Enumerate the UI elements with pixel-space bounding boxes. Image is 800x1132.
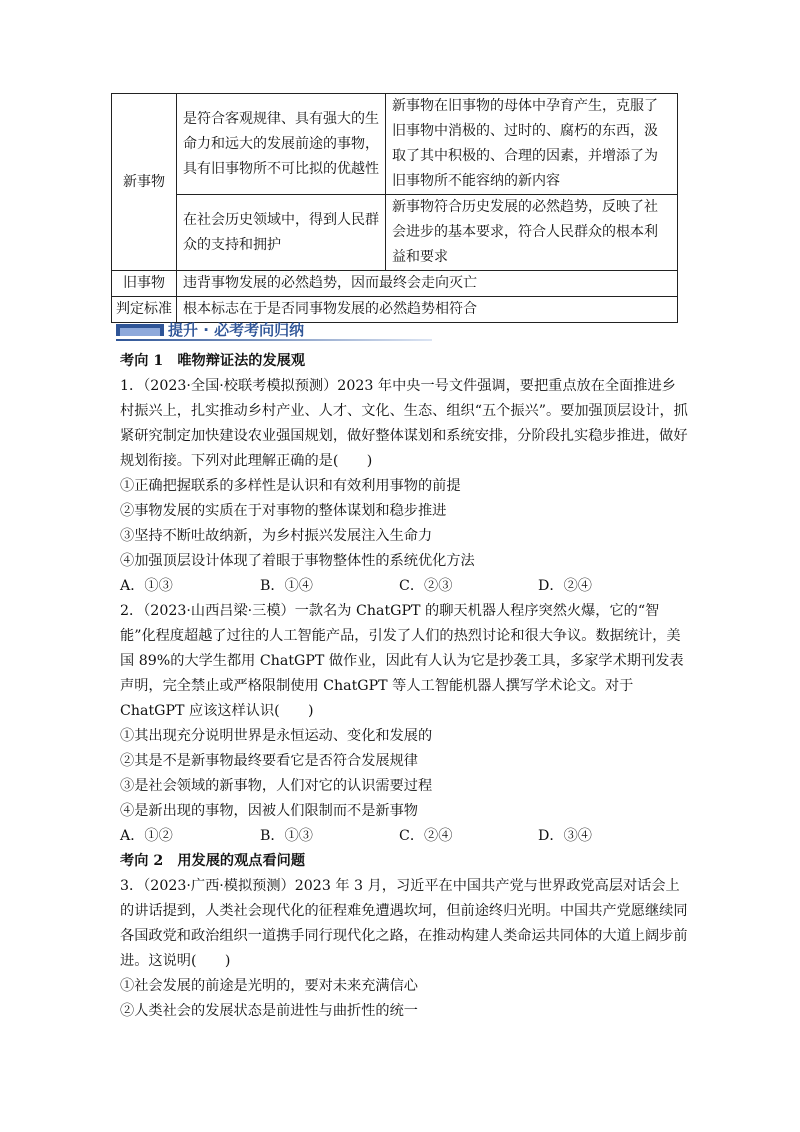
table-row: [112, 195, 678, 271]
q2-item-2: ②其是不是新事物最终要看它是否符合发展规律: [120, 753, 418, 769]
banner-rule: [116, 339, 432, 341]
question-2-stem: 2．（2023·山西吕梁·三模）一款名为 ChatGPT 的聊天机器人程序突然火爆，它的“智能”化程度超越了过往的人工智能产品，引发了人们的热烈讨论和很大争议。数据统计，美国 89%的大学生都用 ChatGPT 做作业，因此有人认为它是抄袭工具，多家学术期刊发表声明，完全禁止或严格限制使用 ChatGPT 等人工智能机器人撰写学术论文。对于 ChatGPT 应该这样认识( ): [120, 603, 684, 719]
question-1-stem: 1．（2023·全国·校联考模拟预测）2023 年中央一号文件强调，要把重点放在全面推进乡村振兴上，扎实推动乡村产业、人才、文化、生态、组织“五个振兴”。要加强顶层设计，抓紧研究制定加快建设农业强国规划，做好整体谋划和系统安排，分阶段扎实稳步推进，做好规划衔接。下列对此理解正确的是( ): [120, 378, 688, 469]
topic-1-heading: 考向 1 唯物辩证法的发展观: [120, 353, 306, 369]
new-thing-explain-2: 新事物符合历史发展的必然趋势，反映了社会进步的基本要求，符合人民群众的根本利益和要求: [386, 195, 678, 271]
new-thing-explain-1: 新事物在旧事物的母体中孕育产生，克服了旧事物中消极的、过时的、腐朽的东西，汲取了其中积极的、合理的因素，并增添了为旧事物所不能容纳的新内容: [386, 94, 678, 195]
criterion-text: 根本标志在于是否同事物发展的必然趋势相符合: [177, 297, 678, 323]
new-thing-feature-1: 是符合客观规律、具有强大的生命力和远大的发展前途的事物，具有旧事物所不可比拟的优越性: [177, 94, 386, 195]
q2-option-a[interactable]: A．①②: [120, 828, 173, 844]
new-thing-feature-2: 在社会历史领域中，得到人民群众的支持和拥护: [177, 195, 386, 271]
q1-item-2: ②事物发展的实质在于对事物的整体谋划和稳步推进: [120, 503, 447, 519]
q2-option-d[interactable]: D．③④: [538, 828, 592, 844]
old-thing-label: 旧事物: [112, 271, 177, 297]
question-3-stem: 3．（2023·广西·模拟预测）2023 年 3 月，习近平在中国共产党与世界政党高层对话会上的讲话提到，人类社会现代化的征程难免遭遇坎坷，但前途终归光明。中国共产党愿继续同各国政党和政治组织一道携手同行现代化之路，在推动构建人类命运共同体的大道上阔步前进。这说明( ): [120, 878, 688, 969]
q1-option-b[interactable]: B．①④: [260, 578, 313, 594]
q2-item-1: ①其出现充分说明世界是永恒运动、变化和发展的: [120, 728, 433, 744]
q2-option-b[interactable]: B．①③: [260, 828, 313, 844]
section-title: 提升 · 必考考向归纳: [168, 321, 305, 339]
q1-item-4: ④加强顶层设计体现了着眼于事物整体性的系统优化方法: [120, 553, 475, 569]
old-thing-text: 违背事物发展的必然趋势，因而最终会走向灭亡: [177, 271, 678, 297]
q3-item-2: ②人类社会的发展状态是前进性与曲折性的统一: [120, 1003, 418, 1019]
q1-option-c[interactable]: C．②③: [399, 578, 453, 594]
new-thing-label: 新事物: [112, 94, 177, 271]
q1-option-a[interactable]: A．①③: [120, 578, 173, 594]
q1-item-3: ③坚持不断吐故纳新，为乡村振兴发展注入生命力: [120, 528, 433, 544]
q2-option-c[interactable]: C．②④: [399, 828, 453, 844]
topic-2-heading: 考向 2 用发展的观点看问题: [120, 853, 306, 869]
table-row: [112, 271, 678, 297]
criterion-label: 判定标准: [112, 297, 177, 323]
q3-item-1: ①社会发展的前途是光明的，要对未来充满信心: [120, 978, 418, 994]
q1-item-1: ①正确把握联系的多样性是认识和有效利用事物的前提: [120, 478, 461, 494]
section-banner: [116, 319, 432, 341]
q2-item-3: ③是社会领域的新事物，人们对它的认识需要过程: [120, 778, 433, 794]
table-row: [112, 94, 678, 195]
comparison-table: [111, 93, 678, 323]
q1-option-d[interactable]: D．②④: [538, 578, 592, 594]
q2-item-4: ④是新出现的事物，因被人们限制而不是新事物: [120, 803, 418, 819]
